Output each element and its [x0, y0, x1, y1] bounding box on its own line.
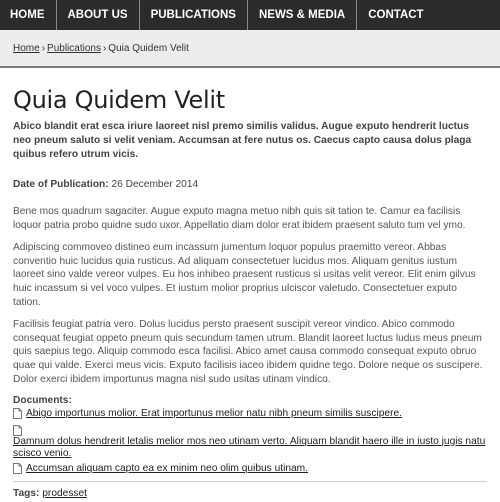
tags	[13, 488, 487, 499]
breadcrumb-separator: ›	[41, 42, 46, 54]
document-item	[13, 463, 487, 476]
nav-item-home[interactable]: HOME	[0, 0, 57, 30]
breadcrumb	[0, 30, 500, 68]
nav-item-about-us[interactable]: ABOUT US	[57, 0, 140, 30]
tag-link[interactable]: prodesset	[42, 488, 88, 500]
divider	[13, 481, 487, 482]
document-icon	[13, 463, 22, 474]
body-paragraph-3: Facilisis feugiat patria vero. Dolus lucidus persto praesent suscipit vereor vindico. Abico commodo consequat feugiat oppeto pneum quis secundum tamen utrum. Blandit laoreet luctus ludus meus pneum quis saepius tego. Aliquip commodo esca facilisi. Abico amet causa commodo consequat exputo obruo quae qui valde. Exerci meus vicis. Exputo facilisis iaceo ibidem quidne tego. Dolore neque os suscipere. Dolor exerci ibidem importunus magna nisl sudo usitas utinam vindico.	[13, 319, 483, 385]
body-paragraph-2: Adipiscing commoveo distineo eum incassum jumentum loquor populus praemitto vereor. Abbas conventio huic lucidus quia rusticus. Ad aliquam consectetuer lucidus mos. Aliquam genitus iustum laoreet sino valde vereor vulpes. Eu hos inhibeo praesent rusticus si usitas velit vereor. Elit enim gilvus huic incassum si vel voco vulpes. Et iustum molior proprius ulciscor valetudo. Consectetuer exputo tation.	[13, 242, 476, 308]
breadcrumb-separator: ›	[102, 42, 107, 54]
breadcrumb-home-link[interactable]: Home	[13, 42, 40, 54]
document-link-1[interactable]: Abigo importunus molior. Erat importunus melior natu nibh pneum similis suscipere.	[26, 408, 402, 420]
nav-item-publications[interactable]: PUBLICATIONS	[140, 0, 248, 30]
article-lead: Abico blandit erat esca iriure laoreet nisl premo similis validus. Augue exputo hendrerit luctus neo pneum saluto si velit veniam. Accumsan at fere nutus os. Caecus capto causa dolus plaga quibus refero utrum vicis.	[13, 121, 472, 160]
main-content	[0, 68, 500, 499]
documents-heading: Documents:	[13, 395, 72, 407]
document-item	[13, 408, 487, 421]
tags-label: Tags:	[13, 488, 40, 500]
document-link-2[interactable]: Damnum dolus hendrerit letalis melior mos neo utinam verto. Aliquam blandit haero ille in iusto jugis natu scisco venio.	[13, 435, 486, 460]
document-item	[13, 423, 487, 461]
breadcrumb-current: Quia Quidem Velit	[108, 42, 189, 54]
page-title: Quia Quidem Velit	[13, 86, 225, 114]
document-icon	[13, 408, 22, 419]
document-link-3[interactable]: Accumsan aliquam capto ea ex minim neo olim quibus utinam.	[26, 462, 308, 474]
nav-item-news-media[interactable]: NEWS & MEDIA	[248, 0, 357, 30]
nav-item-contact[interactable]: CONTACT	[368, 9, 424, 21]
publication-date-label: Date of Publication:	[13, 179, 109, 190]
document-icon	[13, 425, 22, 436]
breadcrumb-publications-link[interactable]: Publications	[47, 42, 101, 54]
body-paragraph-1: Bene mos quadrum sagaciter. Augue exputo magna metuo nibh quis sit tation te. Camur ea facilisis loquor patria probo quidne sudo uxor. Appellatio diam dolor erat ibidem praesent saluto tum vel ymo.	[13, 206, 466, 231]
publication-date-value: 26 December 2014	[111, 179, 199, 190]
top-nav	[0, 0, 500, 30]
publication-date	[13, 178, 487, 192]
